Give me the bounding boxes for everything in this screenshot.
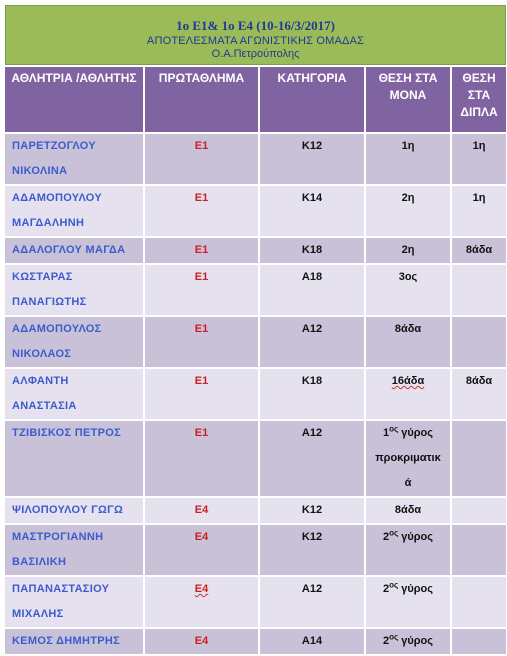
doubles-text: 1η: [472, 140, 486, 152]
category-value: [260, 369, 364, 419]
championship-value: [145, 369, 258, 419]
doubles-position: [452, 238, 506, 263]
singles-position: [366, 238, 450, 263]
singles-text: 1η: [401, 140, 415, 152]
round-label-cont: ά: [404, 477, 412, 489]
championship-text: E1: [194, 323, 209, 335]
championship-text: E4: [194, 635, 209, 647]
category-value: [260, 317, 364, 367]
ordinal-suffix: ος: [389, 632, 399, 642]
singles-position: [366, 577, 450, 627]
category-value: [260, 498, 364, 523]
title-banner: [5, 5, 506, 65]
singles-text: 2η: [401, 192, 415, 204]
singles-text: 3ος: [398, 271, 418, 283]
doubles-position: [452, 134, 506, 184]
championship-value: [145, 629, 258, 654]
table-row: [5, 421, 506, 496]
athlete-name-line: ΑΔΑΜΟΠΟΥΛΟΣ: [12, 323, 102, 335]
round-number: 2: [383, 583, 390, 595]
doubles-position: [452, 317, 506, 367]
category-value: [260, 525, 364, 575]
tournament-title: 1o E1& 1o E4 (10-16/3/2017): [176, 18, 335, 33]
athlete-name-line: ΠΑΝΑΓΙΩΤΗΣ: [12, 296, 87, 308]
table-row: [5, 525, 506, 575]
championship-value: [145, 186, 258, 236]
category-value: [260, 629, 364, 654]
singles-position: [366, 317, 450, 367]
championship-text: E1: [194, 244, 209, 256]
table-row: [5, 629, 506, 654]
title-row: [5, 5, 506, 65]
results-document: [3, 3, 504, 647]
singles-position: [366, 421, 450, 496]
table-row: [5, 369, 506, 419]
results-subtitle: ΑΠΟΤΕΛΕΣΜΑΤΑ ΑΓΩΝΙΣΤΙΚΗΣ ΟΜΑΔΑΣ: [146, 35, 365, 47]
championship-text: E4: [194, 583, 209, 595]
athlete-name: [5, 525, 143, 575]
athlete-name: [5, 238, 143, 263]
category-value: [260, 265, 364, 315]
athlete-name: [5, 421, 143, 496]
championship-value: [145, 577, 258, 627]
athlete-name-line: ΑΔΑΛΟΓΛΟΥ ΜΑΓΔΑ: [12, 244, 126, 256]
category-value: [260, 421, 364, 496]
round-number: 1: [383, 427, 390, 439]
doubles-position: [452, 577, 506, 627]
header-category: ΚΑΤΗΓΟΡΙΑ: [260, 67, 364, 132]
ordinal-suffix: ος: [389, 528, 399, 538]
header-athlete: ΑΘΛΗΤΡΙΑ /ΑΘΛΗΤΗΣ: [5, 67, 143, 132]
category-text: K12: [301, 531, 323, 543]
athlete-name-line: ΠΑΠΑΝΑΣΤΑΣΙΟΥ: [12, 583, 110, 595]
category-text: K12: [301, 504, 323, 516]
category-text: A12: [301, 323, 323, 335]
championship-text: E4: [194, 504, 209, 516]
championship-text: E1: [194, 271, 209, 283]
category-text: A12: [301, 583, 323, 595]
athlete-name-line: ΨΙΛΟΠΟΥΛΟΥ ΓΩΓΩ: [12, 504, 124, 516]
doubles-text: 1η: [472, 192, 486, 204]
category-value: [260, 186, 364, 236]
doubles-text: 8άδα: [465, 375, 493, 387]
athlete-name: [5, 577, 143, 627]
singles-position: [366, 629, 450, 654]
header-championship: ΠΡΩΤΑΘΛΗΜΑ: [145, 67, 258, 132]
club-name: Ο.Α.Πετρούπολης: [211, 48, 300, 60]
championship-text: E1: [194, 140, 209, 152]
ordinal-suffix: ος: [389, 580, 399, 590]
header-doubles: ΘΕΣΗ ΣΤΑ ΔΙΠΛΑ: [452, 67, 506, 132]
championship-value: [145, 265, 258, 315]
table-row: [5, 238, 506, 263]
athlete-name-line: ΤΖΙΒΙΣΚΟΣ ΠΕΤΡΟΣ: [12, 427, 122, 439]
athlete-name-line: ΝΙΚΟΛΙΝΑ: [12, 165, 68, 177]
athlete-name: [5, 369, 143, 419]
table-row: [5, 577, 506, 627]
category-text: A14: [301, 635, 323, 647]
doubles-position: [452, 629, 506, 654]
athlete-name-line: ΠΑΡΕΤΖΟΓΛΟΥ: [12, 140, 96, 152]
singles-position: [366, 186, 450, 236]
championship-value: [145, 317, 258, 367]
table-row: [5, 186, 506, 236]
results-table: [3, 3, 507, 656]
singles-position: [366, 498, 450, 523]
singles-position: [366, 265, 450, 315]
singles-text: 2η: [401, 244, 415, 256]
category-text: K18: [301, 375, 323, 387]
doubles-text: 8άδα: [465, 244, 493, 256]
athlete-name-line: ΜΙΧΑΛΗΣ: [12, 608, 64, 620]
athlete-name: [5, 498, 143, 523]
championship-value: [145, 134, 258, 184]
singles-position: [366, 525, 450, 575]
championship-value: [145, 238, 258, 263]
round-number: 2: [383, 531, 390, 543]
singles-text: 16άδα: [391, 375, 425, 387]
round-label: γύρος: [401, 583, 433, 595]
category-text: K12: [301, 140, 323, 152]
athlete-name-line: ΑΝΑΣΤΑΣΙΑ: [12, 400, 77, 412]
athlete-name-line: ΑΔΑΜΟΠΟΥΛΟΥ: [12, 192, 102, 204]
singles-text: 8άδα: [394, 504, 422, 516]
header-singles: ΘΕΣΗ ΣΤΑ ΜΟΝΑ: [366, 67, 450, 132]
athlete-name-line: ΒΑΣΙΛΙΚΗ: [12, 556, 67, 568]
athlete-name-line: ΜΑΓΔΑΛΗΝΗ: [12, 217, 85, 229]
table-row: [5, 498, 506, 523]
round-label: γύρος: [401, 635, 433, 647]
athlete-name: [5, 629, 143, 654]
championship-value: [145, 498, 258, 523]
table-row: [5, 134, 506, 184]
category-text: A12: [301, 427, 323, 439]
championship-text: E1: [194, 375, 209, 387]
athlete-name-line: ΚΕΜΟΣ ΔΗΜΗΤΡΗΣ: [12, 635, 121, 647]
category-text: A18: [301, 271, 323, 283]
championship-text: E1: [194, 192, 209, 204]
ordinal-suffix: ος: [389, 424, 399, 434]
category-text: K18: [301, 244, 323, 256]
category-value: [260, 238, 364, 263]
championship-value: [145, 421, 258, 496]
round-number: 2: [383, 635, 390, 647]
doubles-position: [452, 525, 506, 575]
athlete-name-line: ΝΙΚΟΛΑΟΣ: [12, 348, 72, 360]
athlete-name: [5, 186, 143, 236]
results-rows: [5, 134, 506, 654]
championship-text: E1: [194, 427, 209, 439]
singles-text: 8άδα: [394, 323, 422, 335]
table-row: [5, 317, 506, 367]
doubles-position: [452, 498, 506, 523]
table-row: [5, 265, 506, 315]
doubles-position: [452, 186, 506, 236]
doubles-position: [452, 369, 506, 419]
athlete-name-line: ΜΑΣΤΡΟΓΙΑΝΝΗ: [12, 531, 104, 543]
championship-value: [145, 525, 258, 575]
header-row: [5, 67, 506, 132]
athlete-name-line: ΑΛΦΑΝΤΗ: [12, 375, 69, 387]
round-label-cont: προκριματικ: [375, 452, 441, 464]
athlete-name: [5, 134, 143, 184]
athlete-name: [5, 317, 143, 367]
singles-position: [366, 369, 450, 419]
doubles-position: [452, 265, 506, 315]
athlete-name-line: ΚΩΣΤΑΡΑΣ: [12, 271, 73, 283]
singles-position: [366, 134, 450, 184]
athlete-name: [5, 265, 143, 315]
category-value: [260, 577, 364, 627]
round-label: γύρος: [401, 531, 433, 543]
doubles-position: [452, 421, 506, 496]
category-value: [260, 134, 364, 184]
category-text: K14: [301, 192, 323, 204]
round-label: γύρος: [401, 427, 433, 439]
championship-text: E4: [194, 531, 209, 543]
